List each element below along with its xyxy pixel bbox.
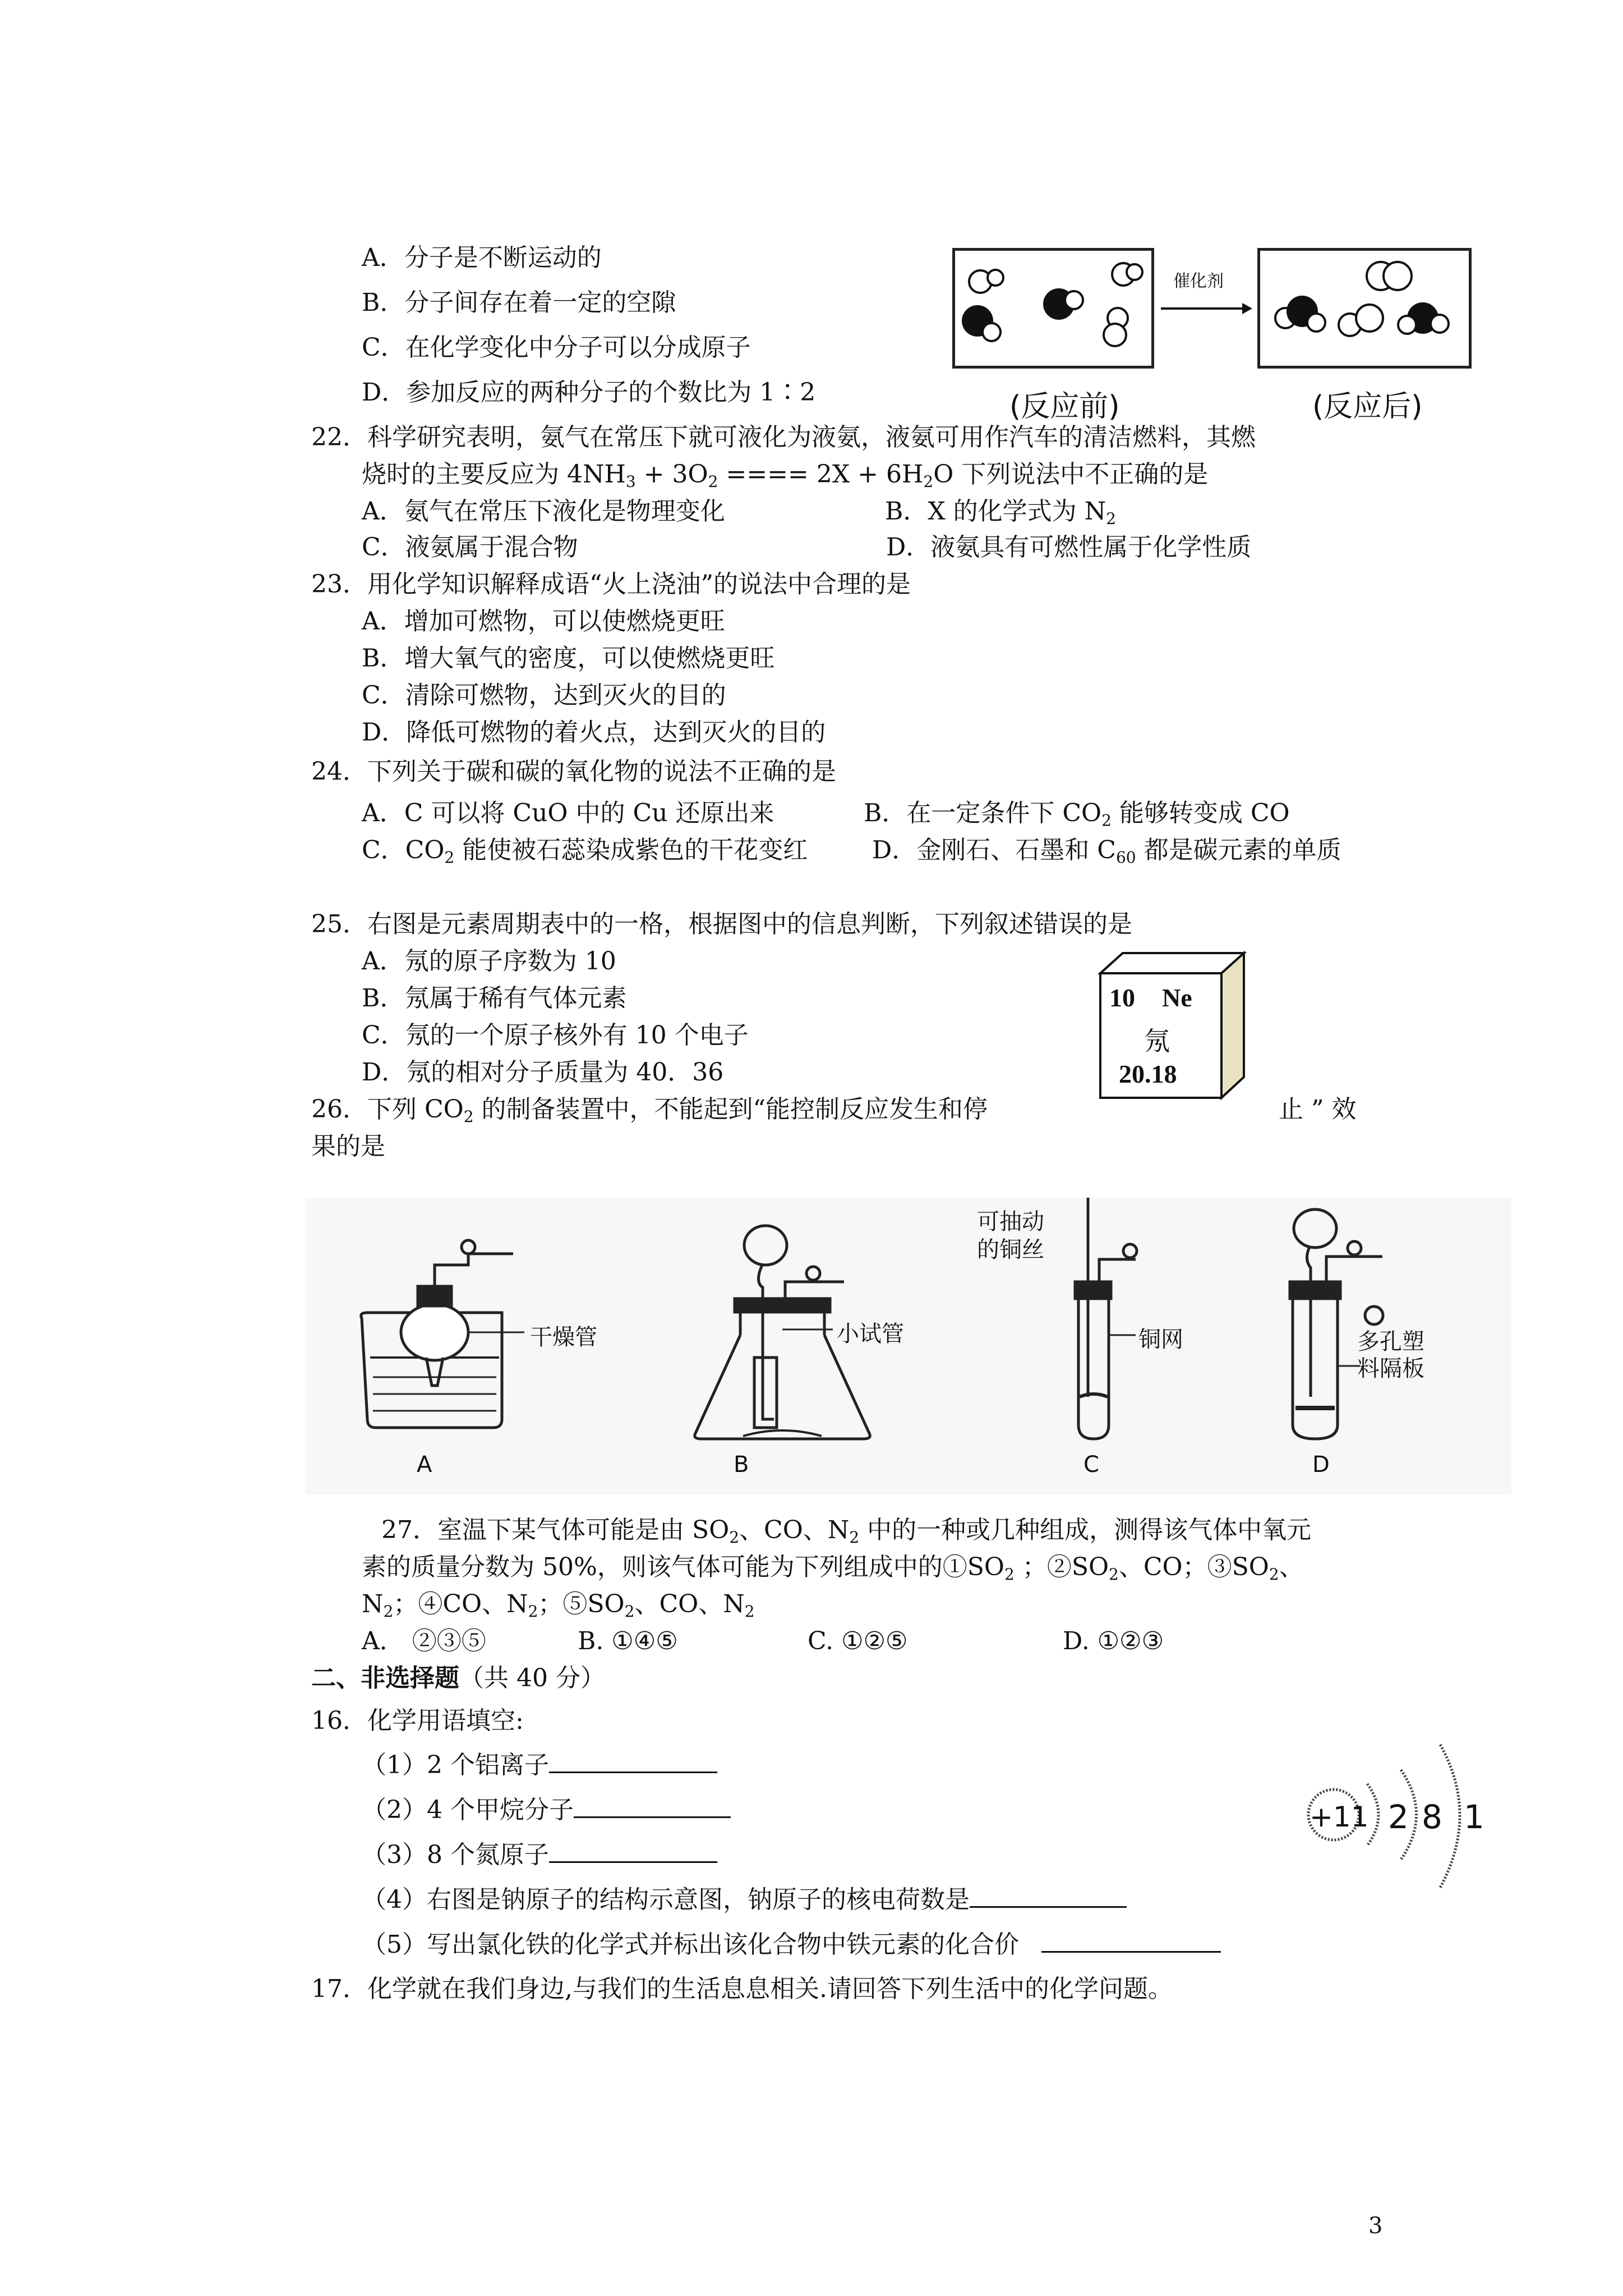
apparatus-label-a: A <box>417 1452 432 1478</box>
q24-option-b: B．在一定条件下 $CO_2$ 能够转变成 CO <box>864 799 1290 830</box>
q27-stem-line3: $N_2$；④CO、$N_2$；$⑤SO_2$、CO、$N_2$ <box>362 1590 755 1621</box>
q16-item-4: （4）右图是钠原子的结构示意图，钠原子的核电荷数是 <box>362 1884 1127 1916</box>
label-dry-tube: 干燥管 <box>530 1324 597 1350</box>
label-plastic-plate-2: 料隔板 <box>1357 1356 1424 1382</box>
q16-item-2: （2）4 个甲烷分子 <box>362 1794 731 1826</box>
catalyst-label: 催化剂 <box>1173 272 1224 291</box>
apparatus-drawings <box>306 1198 1511 1495</box>
before-caption: (反应前) <box>1009 390 1120 424</box>
element-name: 氖 <box>1144 1026 1170 1056</box>
q27-option-a: A． ②③⑤ <box>362 1627 486 1655</box>
q21-option-d: D．参加反应的两种分子的个数比为 1∶2 <box>362 378 816 407</box>
element-number: 10 <box>1109 983 1135 1012</box>
q22-option-b: B．X 的化学式为 $N_2$ <box>885 497 1116 528</box>
answer-blank-5[interactable] <box>1041 1929 1221 1953</box>
q22-stem-line2: 烧时的主要反应为 $4NH_3 + 3O_2$ ==== $2X + 6H_2O$ 下列说法中不正确的是 <box>362 460 1209 491</box>
after-reaction-box <box>1257 248 1472 369</box>
apparatus-label-b: B <box>734 1452 749 1478</box>
q21-option-c: C．在化学变化中分子可以分成原子 <box>362 333 751 362</box>
q21-option-a: A．分子是不断运动的 <box>362 243 602 272</box>
q26-stem-line1: 26．下列 $CO_2$ 的制备装置中，不能起到“能控制反应发生和停 <box>311 1095 988 1126</box>
element-mass: 20.18 <box>1119 1060 1177 1088</box>
q27-option-d: D. ①②③ <box>1063 1627 1164 1655</box>
q22-stem-line1: 22．科学研究表明，氨气在常压下就可液化为液氨，液氨可用作汽车的清洁燃料，其燃 <box>311 423 1256 452</box>
q24-option-d: D．金刚石、石墨和 $C_{60}$ 都是碳元素的单质 <box>872 836 1341 867</box>
page-number: 3 <box>1368 2213 1383 2239</box>
q25-option-a: A．氖的原子序数为 10 <box>362 947 616 976</box>
q16-item-5: （5）写出氯化铁的化学式并标出该化合物中铁元素的化合价 <box>362 1929 1221 1961</box>
reaction-arrow <box>1158 297 1253 320</box>
sodium-nucleus: +11 <box>1310 1801 1369 1833</box>
q17-stem: 17．化学就在我们身边,与我们的生活息息相关.请回答下列生活中的化学问题。 <box>311 1975 1173 2003</box>
after-molecules <box>1260 251 1469 366</box>
answer-blank-4[interactable] <box>970 1884 1127 1908</box>
q25-option-d: D．氖的相对分子质量为 40．36 <box>362 1058 724 1087</box>
q26-stem-tail: 止 ” 效 <box>1279 1095 1357 1124</box>
q22-option-a: A．氨气在常压下液化是物理变化 <box>362 497 725 526</box>
q23-option-a: A．增加可燃物，可以使燃烧更旺 <box>362 607 725 636</box>
answer-blank-1[interactable] <box>549 1749 717 1773</box>
after-caption: (反应后) <box>1312 390 1423 424</box>
apparatus-label-c: C <box>1083 1452 1099 1478</box>
q16-item-3: （3）8 个氮原子 <box>362 1839 717 1871</box>
apparatus-label-d: D <box>1312 1452 1330 1478</box>
answer-blank-3[interactable] <box>549 1839 717 1863</box>
q26-stem-line2: 果的是 <box>311 1132 385 1161</box>
q25-option-b: B．氖属于稀有气体元素 <box>362 984 627 1013</box>
label-copper-wire-1: 可抽动 <box>977 1209 1044 1235</box>
q25-stem: 25．右图是元素周期表中的一格，根据图中的信息判断，下列叙述错误的是 <box>311 910 1132 938</box>
q27-option-b: B. ①④⑤ <box>578 1627 678 1655</box>
before-reaction-box <box>952 248 1154 369</box>
element-symbol: Ne <box>1162 983 1192 1012</box>
q27-stem-line2: 素的质量分数为 50%，则该气体可能为下列组成中的$①SO_2$ ；$②SO_2$、CO；$③SO_2$、 <box>362 1553 1304 1584</box>
label-copper-net: 铜网 <box>1138 1327 1183 1352</box>
sodium-shell-2: 8 <box>1422 1798 1442 1836</box>
q16-stem: 16．化学用语填空: <box>311 1706 524 1735</box>
q24-option-a: A．C 可以将 CuO 中的 Cu 还原出来 <box>362 799 774 827</box>
q25-option-c: C．氖的一个原子核外有 10 个电子 <box>362 1021 749 1050</box>
q23-option-c: C．清除可燃物，达到灭火的目的 <box>362 681 726 710</box>
before-molecules <box>955 251 1151 366</box>
q24-option-c: C．$CO_2$ 能使被石蕊染成紫色的干花变红 <box>362 836 808 867</box>
section-heading: 二、非选择题（共 40 分） <box>311 1664 605 1692</box>
q27-stem-line1: 27．室温下某气体可能是由 $SO_2$、CO、$N_2$ 中的一种或几种组成，测得该气体中氧元 <box>381 1516 1312 1547</box>
q16-item-1: （1）2 个铝离子 <box>362 1749 717 1781</box>
q21-option-b: B．分子间存在着一定的空隙 <box>362 288 676 317</box>
sodium-shell-3: 1 <box>1464 1798 1484 1836</box>
q23-option-d: D．降低可燃物的着火点，达到灭火的目的 <box>362 718 826 747</box>
sodium-shell-1: 2 <box>1388 1798 1409 1836</box>
q22-option-c: C．液氨属于混合物 <box>362 533 578 562</box>
q24-stem: 24．下列关于碳和碳的氧化物的说法不正确的是 <box>311 757 836 786</box>
label-plastic-plate-1: 多孔塑 <box>1357 1329 1424 1355</box>
q27-option-c: C. ①②⑤ <box>808 1627 908 1655</box>
label-small-tube: 小试管 <box>837 1321 904 1347</box>
q23-stem: 23．用化学知识解释成语“火上浇油”的说法中合理的是 <box>311 570 911 599</box>
answer-blank-2[interactable] <box>574 1794 731 1818</box>
q22-option-d: D．液氨具有可燃性属于化学性质 <box>886 533 1252 562</box>
label-copper-wire-2: 的铜丝 <box>977 1237 1044 1263</box>
q23-option-b: B．增大氧气的密度，可以使燃烧更旺 <box>362 644 775 673</box>
